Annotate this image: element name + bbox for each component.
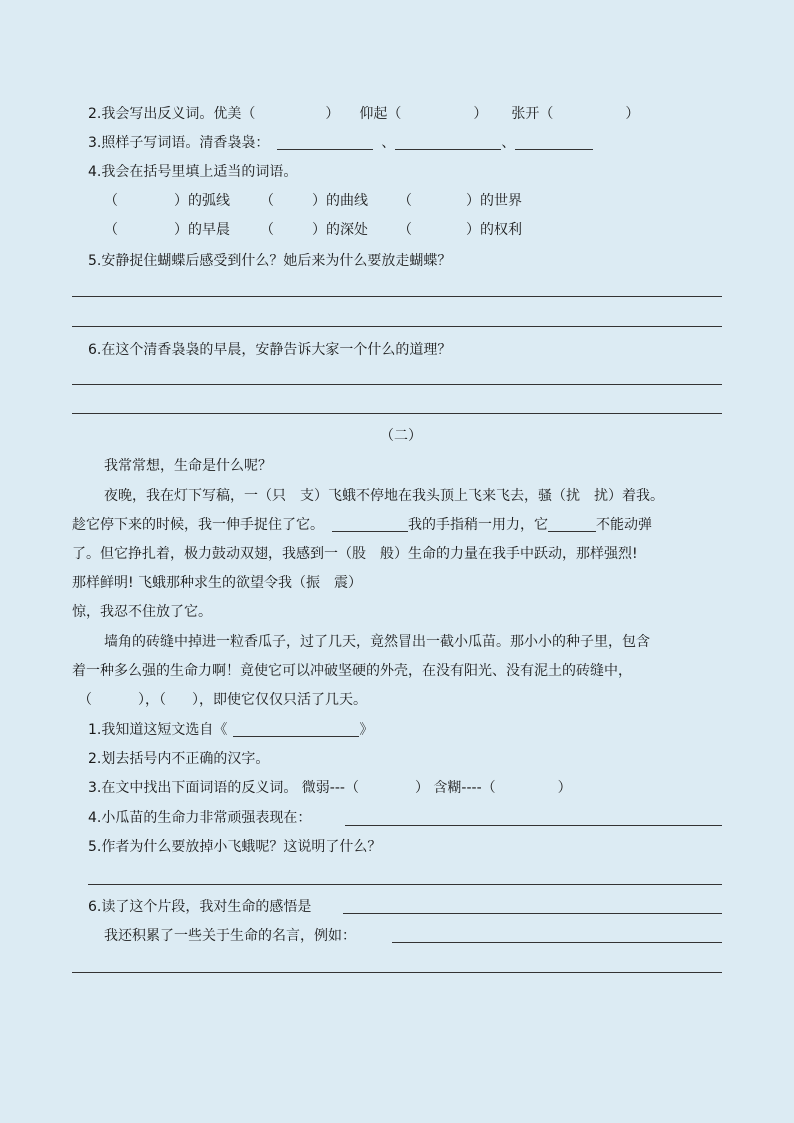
q4-question: 4.小瓜苗的生命力非常顽强表现在：: [88, 810, 312, 826]
q5-question: 5.安静捉住蝴蝶后感受到什么？她后来为什么要放走蝴蝶？: [88, 253, 452, 269]
passage-line: 趁它停下来的时候，我一伸手捉住了它。 我的手指稍一用力，它 不能动弹: [72, 517, 652, 533]
passage-line: 夜晚，我在灯下写稿，一（只 支）飞蛾不停地在我头顶上飞来飞去，骚（扰 扰）着我。: [104, 488, 664, 504]
q3-antonyms: 3.在文中找出下面词语的反义词。 微弱---（ ） 含糊----（ ）: [88, 780, 572, 796]
answer-line[interactable]: [277, 134, 373, 150]
answer-line[interactable]: [72, 326, 722, 327]
passage-line: 惊，我忍不住放了它。: [72, 604, 212, 620]
answer-line[interactable]: [72, 384, 722, 385]
passage-line: （ ），（ ），即使它仅仅只活了几天。: [78, 692, 367, 708]
section-title: （二）: [380, 428, 422, 444]
passage-line: 墙角的砖缝中掉进一粒香瓜子，过了几天，竟然冒出一截小瓜苗。那小小的种子里，包含: [104, 634, 650, 650]
q4-instruction: 4.我会在括号里填上适当的词语。: [88, 164, 298, 180]
q4-row-1: （ ）的弧线 （ ）的曲线 （ ）的世界: [104, 193, 522, 209]
q5-question: 5.作者为什么要放掉小飞蛾呢？这说明了什么？: [88, 839, 382, 855]
q6-question: 6.读了这个片段，我对生命的感悟是: [88, 899, 312, 915]
answer-line[interactable]: [395, 134, 501, 150]
q4-row-2: （ ）的早晨 （ ）的深处 （ ）的权利: [104, 222, 522, 238]
answer-line[interactable]: [88, 884, 722, 885]
q1-source: 1.我知道这短文选自《 》: [88, 722, 374, 738]
passage-line: 着一种多么强的生命力啊！竟使它可以冲破坚硬的外壳，在没有阳光、没有泥土的砖缝中，: [72, 663, 632, 679]
answer-line[interactable]: [343, 913, 722, 914]
answer-line[interactable]: [233, 721, 359, 737]
answer-line[interactable]: [345, 825, 722, 826]
answer-line[interactable]: [72, 413, 722, 414]
answer-line[interactable]: [72, 296, 722, 297]
q2-antonyms: 2.我会写出反义词。优美（ ） 仰起（ ） 张开（ ）: [88, 106, 640, 122]
answer-line[interactable]: [392, 942, 722, 943]
answer-line[interactable]: [515, 134, 593, 150]
passage-line: 那样鲜明! 飞蛾那种求生的欲望令我（振 震）: [72, 575, 363, 591]
q3-word-pattern: 3.照样子写词语。清香袅袅： 、 、: [88, 133, 593, 153]
answer-line[interactable]: [72, 972, 722, 973]
passage-line: 了。但它挣扎着，极力鼓动双翅，我感到一（股 般）生命的力量在我手中跃动，那样强烈!: [72, 546, 638, 562]
q6-quotes: 我还积累了一些关于生命的名言，例如：: [104, 928, 356, 944]
passage-para-1: 我常常想，生命是什么呢？: [104, 458, 272, 474]
q2-cross-out: 2.划去括号内不正确的汉字。: [88, 751, 270, 767]
answer-line[interactable]: [548, 516, 596, 532]
q6-question: 6.在这个清香袅袅的早晨，安静告诉大家一个什么的道理？: [88, 342, 452, 358]
answer-line[interactable]: [332, 516, 408, 532]
